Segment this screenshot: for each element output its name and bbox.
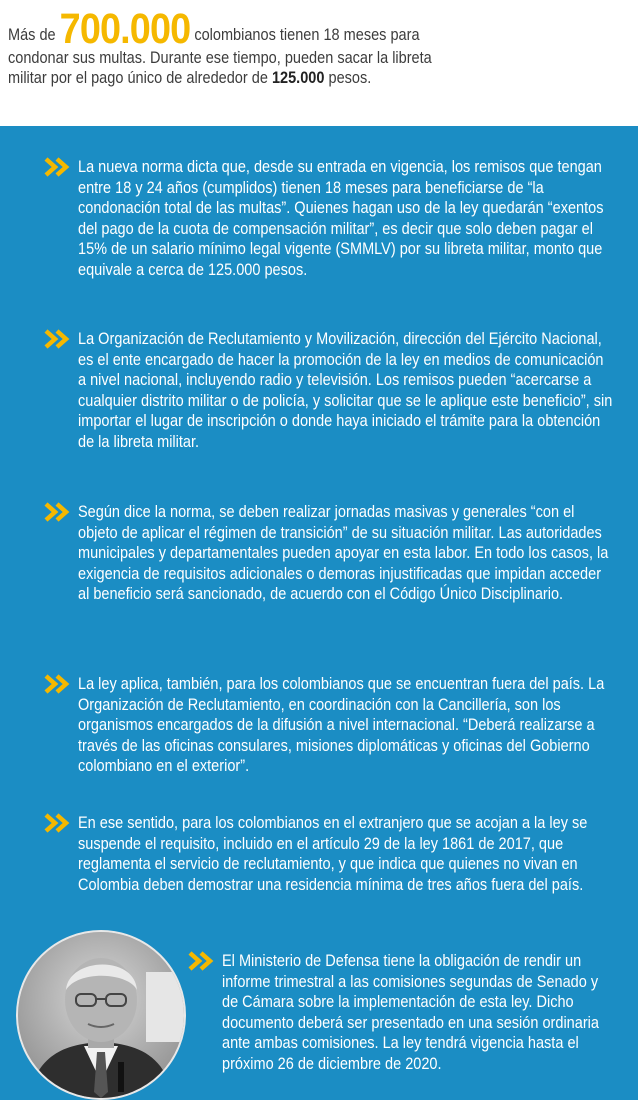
portrait-photo [16, 930, 186, 1100]
list-item-text: El Ministerio de Defensa tiene la obligación de rendir un informe trimestral a las comisiones segundas de Senado y de Cámara sobre la implementación de esta ley. Dicho documento deberá ser presentado en una sesión ordinaria ante ambas comisiones. La ley tendrá vigencia hasta el próximo 26 de diciembre de 2020. [222, 952, 599, 1073]
intro-line2: condonar sus multas. Durante ese tiempo, pueden sacar la libreta [8, 49, 432, 67]
double-chevron-icon [44, 329, 72, 349]
list-item-text: La ley aplica, también, para los colombianos que se encuentran fuera del país. La Organización de Reclutamiento, en coordinación con la Cancillería, son los organismos encargados de la difusión a nivel internacional. “Deberá realizarse a través de las oficinas consulares, misiones diplomáticas y oficinas del Gobierno colombiano en el exterior”. [78, 675, 605, 776]
list-item-text: La nueva norma dicta que, desde su entrada en vigencia, los remisos que tengan entre 18 y 24 años (cumplidos) tienen 18 meses para beneficiarse de “la condonación total de las multas”. Quienes hagan uso de la ley quedarán “exentos del pago de la cuota de compensación militar”, es decir que solo deben pagar el 15% de un salario mínimo legal vigente (SMMLV) por su libreta militar, monto que equivale a cerca de 125.000 pesos. [78, 158, 604, 279]
double-chevron-icon [44, 502, 72, 522]
list-item-text: La Organización de Reclutamiento y Movilización, dirección del Ejército Nacional, es el ente encargado de hacer la promoción de la ley en medios de comunicación a nivel nacional, incluyendo radio y televisión. Los remisos pueden “acercarse a cualquier distrito militar o de policía, y solicitar que se le aplique este beneficio”, sin importar el lugar de inscripción o donde haya iniciado el trámite para la obtención de la libreta militar. [78, 330, 613, 451]
double-chevron-icon [44, 157, 72, 177]
double-chevron-icon [188, 951, 216, 971]
intro-price: 125.000 [271, 69, 325, 87]
intro-big-number: 700.000 [59, 5, 191, 53]
intro-line3-b: pesos. [328, 69, 372, 87]
double-chevron-icon [44, 813, 72, 833]
double-chevron-icon [44, 674, 72, 694]
person-portrait-icon [18, 932, 184, 1098]
intro-text [8, 5, 483, 88]
intro-header [0, 0, 638, 126]
intro-line3-a: militar por el pago único de alrededor de [8, 69, 268, 87]
list-item-text: En ese sentido, para los colombianos en el extranjero que se acojan a la ley se suspende el requisito, incluido en el artículo 29 de la ley 1861 de 2017, que reglamenta el servicio de reclutamiento, y que indica que quienes no vivan en Colombia deben demostrar una residencia mínima de tres años fuera del país. [78, 814, 588, 894]
list-item-text: Según dice la norma, se deben realizar jornadas masivas y generales “con el objeto de aplicar el régimen de transición” de su situación militar. Las autoridades municipales y departamentales pueden apoyar en esta labor. En todo los casos, la exigencia de requisitos adicionales o demoras injustificadas que impidan acceder al beneficio será sancionado, de acuerdo con el Código Único Disciplinario. [78, 503, 609, 604]
intro-prefix: Más de [8, 26, 56, 44]
intro-line1-rest: colombianos tienen 18 meses para [194, 26, 420, 44]
